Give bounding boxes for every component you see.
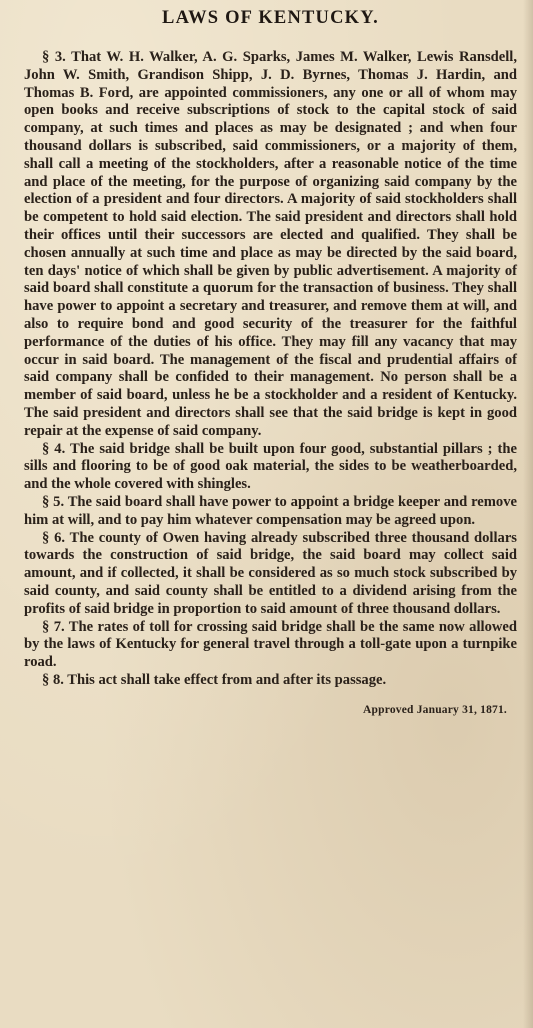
section-6: § 6. The county of Owen having already subscribed three thousand dollars towards the construction of said bridge, the said board may collect said amount, and if collected, it shall be considered as so much stock subscribed by said county, and said county shall be entitled to a dividend arising from the profits of said bridge in proportion to said amount of three thousand dollars. [24, 529, 517, 617]
approval-date: Approved January 31, 1871. [363, 703, 507, 716]
page-edge-shadow [523, 0, 533, 1028]
section-3: § 3. That W. H. Walker, A. G. Sparks, James M. Walker, Lewis Ransdell, John W. Smith, Grandison Shipp, J. D. Byrnes, Thomas J. Hardin, and Thomas B. Ford, are appointed commissioners, any one or all of whom may open books and receive subscriptions of stock to the capital stock of said company, at such times and places as may be designated ; and when four thousand dollars is subscribed, said commissioners, or a majority of them, shall call a meeting of the stockholders, after a reasonable notice of the time and place of the meeting, for the purpose of organizing said company by the election of a president and four directors. A majority of said stockholders shall be competent to hold said election. The said president and directors shall hold their offices until their successors are elected and qualified. They shall be chosen annually at such time and place as may be directed by the said board, ten days' notice of which shall be given by public advertisement. A majority of said board shall constitute a quorum for the transaction of business. They shall have power to appoint a secretary and treasurer, and remove them at will, and also to require bond and good security of the treasurer for the faithful performance of the duties of his office. They may fill any vacancy that may occur in said board. The management of the fiscal and prudential affairs of said company shall be confided to their management. No person shall be a member of said board, unless he be a stockholder and a resident of Kentucky. The said president and directors shall see that the said bridge is kept in good repair at the expense of said company. [24, 49, 517, 439]
section-8: § 8. This act shall take effect from and after its passage. [42, 671, 387, 688]
page-title: LAWS OF KENTUCKY. [162, 8, 379, 28]
section-5: § 5. The said board shall have power to appoint a bridge keeper and remove him at will, and to pay him whatever compensation may be agreed upon. [24, 493, 517, 528]
section-4: § 4. The said bridge shall be built upon four good, substantial pillars ; the sills and flooring to be of good oak material, the sides to be weatherboarded, and the whole covered with shingles. [24, 440, 517, 493]
section-7: § 7. The rates of toll for crossing said bridge shall be the same now allowed by the laws of Kentucky for general travel through a toll-gate upon a turnpike road. [24, 618, 517, 671]
